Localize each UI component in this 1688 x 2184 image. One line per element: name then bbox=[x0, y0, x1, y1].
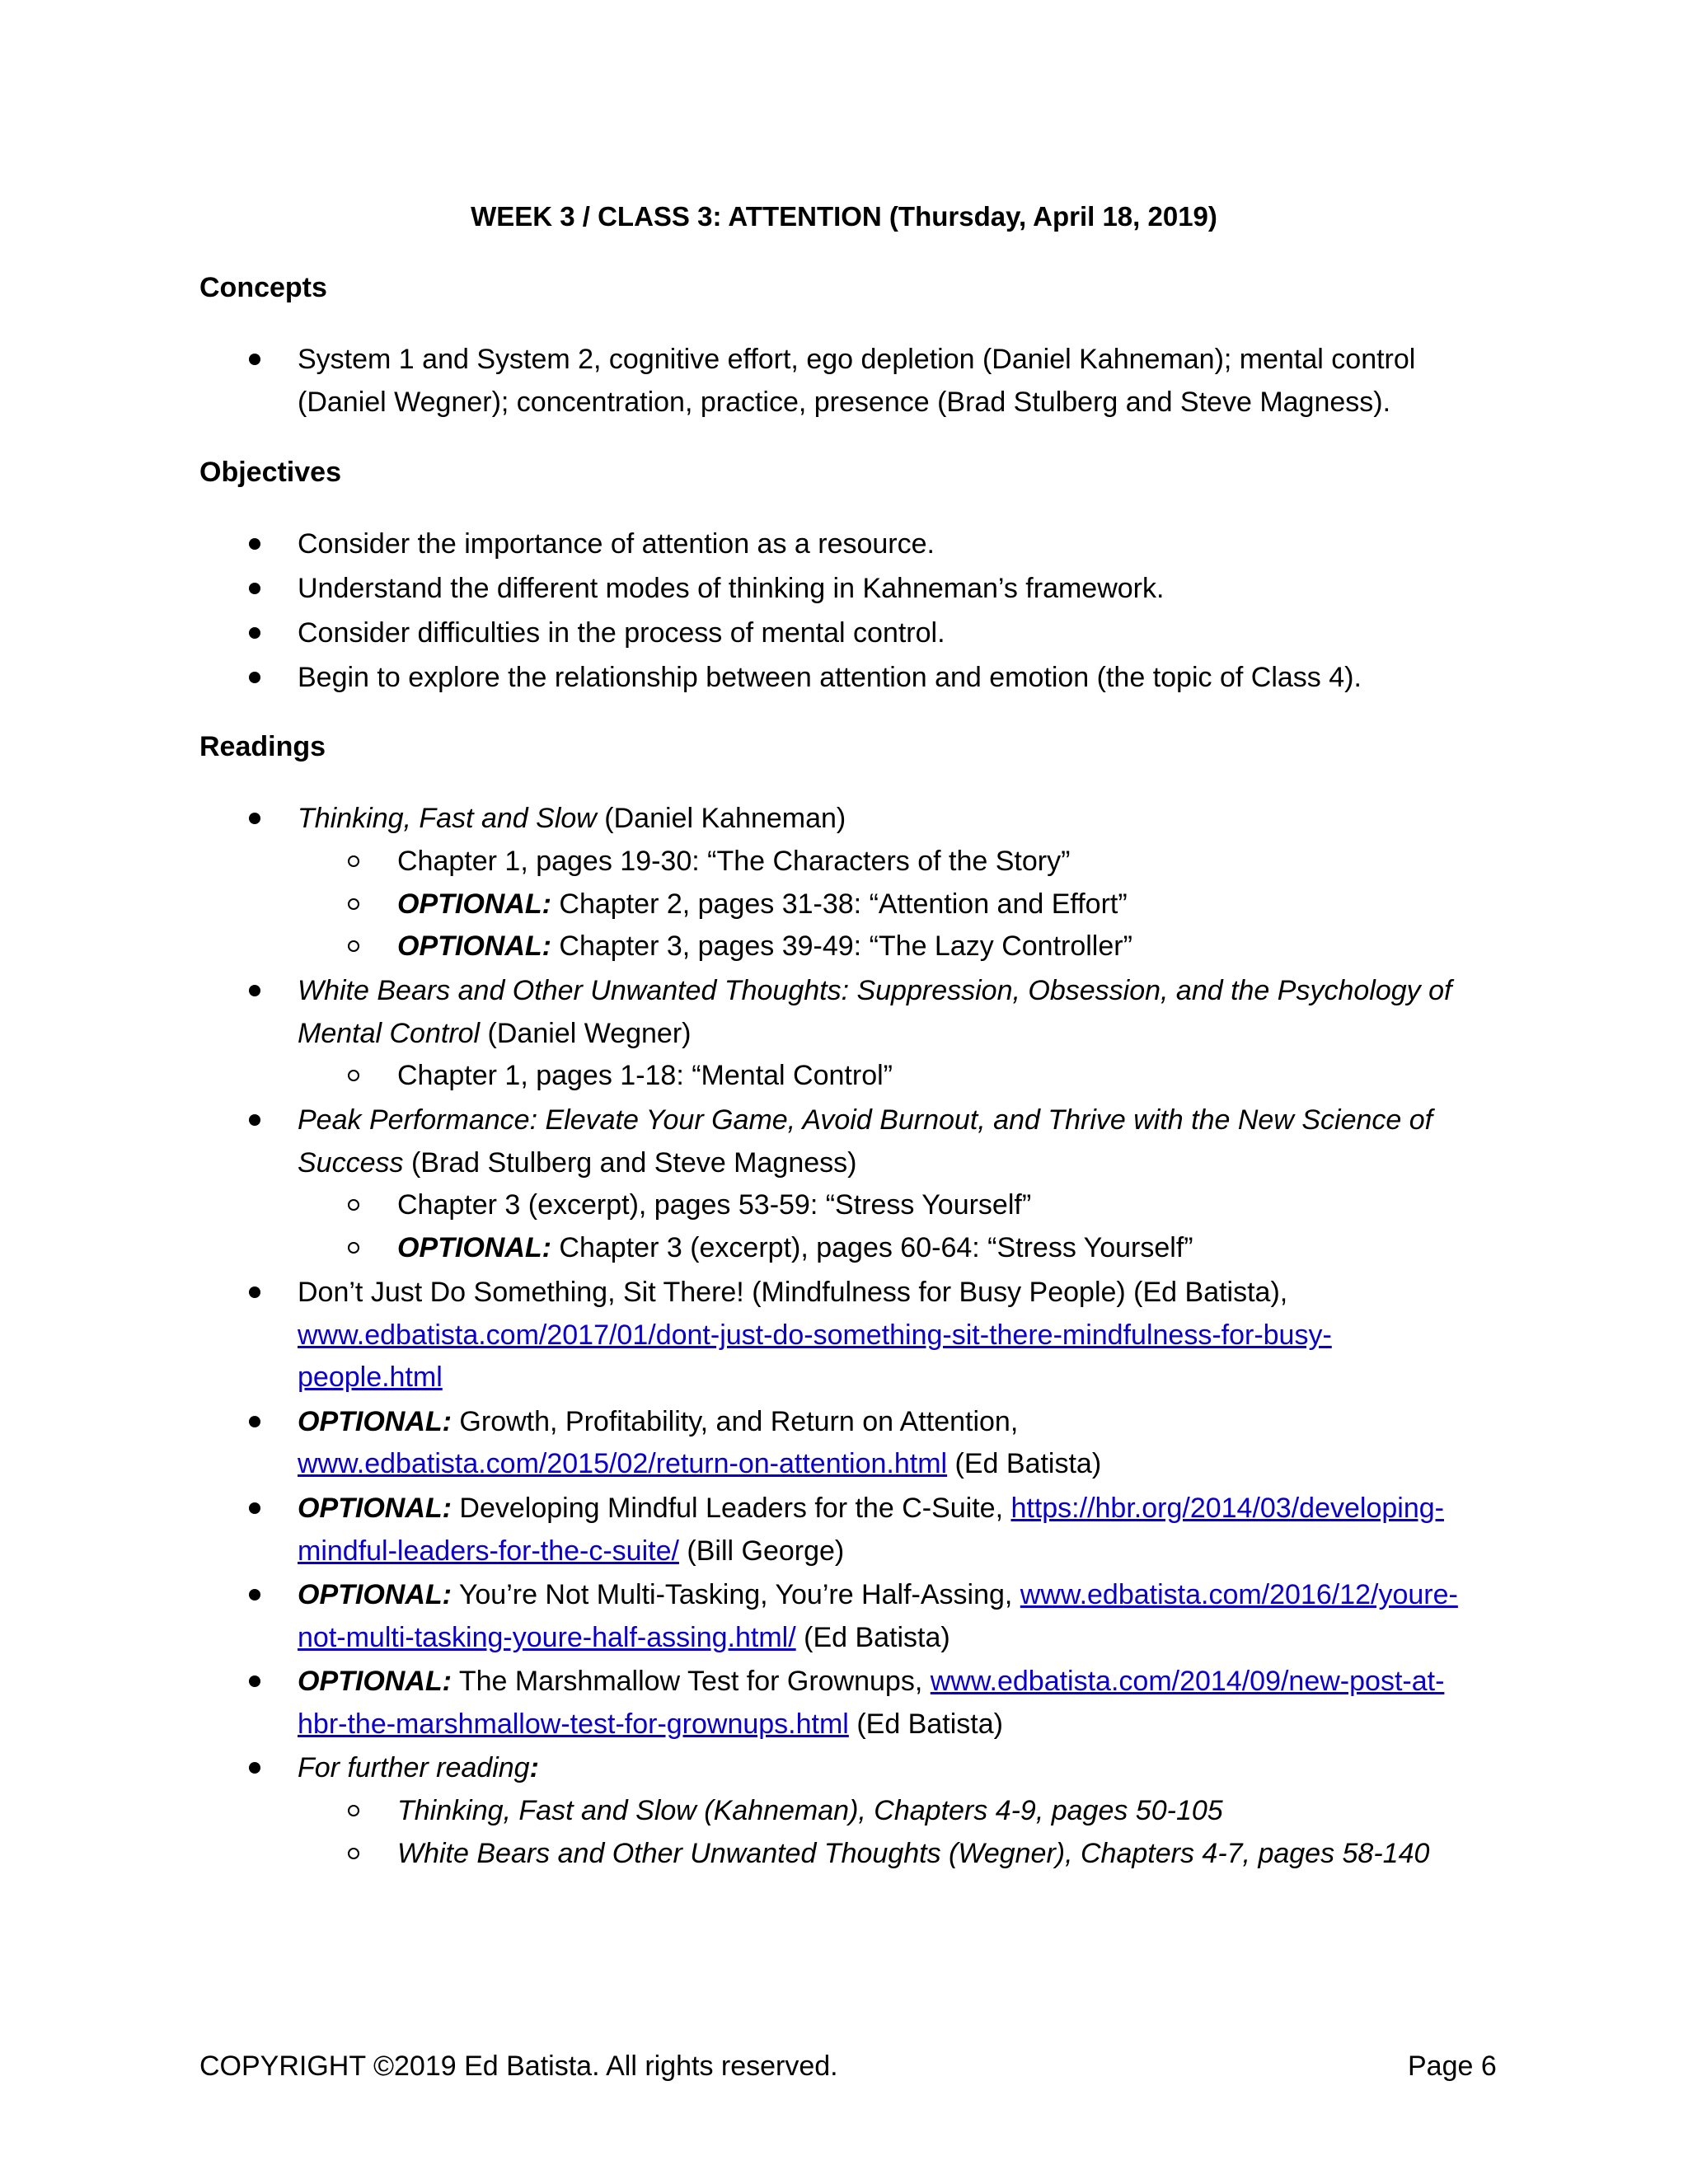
reading-item-text: The Marshmallow Test for Grownups, bbox=[451, 1666, 931, 1697]
bullet-icon bbox=[249, 583, 260, 594]
reading-item bbox=[298, 1487, 1444, 1530]
reading-link-line bbox=[298, 1616, 950, 1659]
circle-bullet-icon bbox=[348, 855, 359, 867]
optional-label: OPTIONAL: bbox=[397, 888, 551, 920]
objectives-heading: Objectives bbox=[199, 457, 341, 488]
bullet-icon bbox=[249, 672, 260, 683]
reading-link[interactable]: mindful-leaders-for-the-c-suite/ bbox=[298, 1535, 679, 1567]
bullet-icon bbox=[249, 1114, 260, 1126]
bullet-icon bbox=[249, 1416, 260, 1427]
reading-subitem: Thinking, Fast and Slow (Kahneman), Chapters 4-9, pages 50-105 bbox=[397, 1795, 1223, 1826]
optional-label: OPTIONAL: bbox=[298, 1666, 452, 1697]
reading-item bbox=[298, 1141, 856, 1184]
book-title: White Bears and Other Unwanted Thoughts: Suppression, Obsession, and the Psychology of bbox=[298, 975, 1452, 1006]
reading-link-line bbox=[298, 1314, 1332, 1357]
reading-item bbox=[298, 797, 846, 840]
concepts-item-line: System 1 and System 2, cognitive effort, ego depletion (Daniel Kahneman); mental control bbox=[298, 344, 1416, 375]
bullet-icon bbox=[249, 538, 260, 550]
footer-copyright: COPYRIGHT ©2019 Ed Batista. All rights reserved. bbox=[199, 2050, 838, 2082]
reading-link[interactable]: https://hbr.org/2014/03/developing- bbox=[1010, 1493, 1444, 1524]
reading-author: (Ed Batista) bbox=[947, 1448, 1102, 1479]
bullet-icon bbox=[249, 1286, 260, 1298]
book-author: (Daniel Kahneman) bbox=[596, 803, 846, 834]
reading-item bbox=[298, 1573, 1458, 1616]
optional-label: OPTIONAL: bbox=[397, 930, 551, 962]
concepts-heading: Concepts bbox=[199, 272, 327, 303]
objective-item: Consider difficulties in the process of mental control. bbox=[298, 617, 945, 649]
bullet-icon bbox=[249, 354, 260, 365]
book-author: (Daniel Wegner) bbox=[480, 1018, 692, 1049]
page-title: WEEK 3 / CLASS 3: ATTENTION (Thursday, April 18, 2019) bbox=[471, 201, 1217, 232]
reading-author: (Ed Batista) bbox=[795, 1622, 950, 1653]
reading-item bbox=[298, 1012, 691, 1055]
optional-label: OPTIONAL: bbox=[397, 1232, 551, 1263]
reading-item bbox=[298, 1746, 539, 1789]
readings-heading: Readings bbox=[199, 731, 326, 762]
bullet-icon bbox=[249, 985, 260, 996]
concepts-item-line: (Daniel Wegner); concentration, practice, presence (Brad Stulberg and Steve Magness). bbox=[298, 387, 1391, 418]
reading-link-line bbox=[298, 1442, 1101, 1485]
optional-label: OPTIONAL: bbox=[298, 1406, 452, 1437]
reading-subitem: Chapter 3 (excerpt), pages 53-59: “Stress Yourself” bbox=[397, 1189, 1032, 1221]
bullet-icon bbox=[249, 627, 260, 639]
reading-subitem-text: Chapter 3, pages 39-49: “The Lazy Controller” bbox=[551, 930, 1132, 962]
bullet-icon bbox=[249, 1589, 260, 1601]
circle-bullet-icon bbox=[348, 1199, 359, 1211]
reading-subitem bbox=[397, 925, 1132, 968]
book-title: Mental Control bbox=[298, 1018, 481, 1049]
bullet-icon bbox=[249, 1675, 260, 1687]
further-reading-label: For further reading bbox=[298, 1752, 530, 1783]
reading-author: (Bill George) bbox=[678, 1535, 845, 1567]
book-title: Peak Performance: Elevate Your Game, Avoid Burnout, and Thrive with the New Science of bbox=[298, 1104, 1433, 1136]
reading-subitem bbox=[397, 883, 1128, 926]
reading-link-line bbox=[298, 1703, 1003, 1746]
circle-bullet-icon bbox=[348, 1848, 359, 1859]
reading-link[interactable]: people.html bbox=[298, 1361, 443, 1393]
reading-item-text: Developing Mindful Leaders for the C-Suite, bbox=[451, 1493, 1011, 1524]
reading-link-line bbox=[298, 1530, 844, 1572]
reading-link[interactable]: hbr-the-marshmallow-test-for-grownups.html bbox=[298, 1708, 849, 1740]
optional-label: OPTIONAL: bbox=[298, 1493, 452, 1524]
reading-link[interactable]: www.edbatista.com/2017/01/dont-just-do-something-sit-there-mindfulness-for-busy- bbox=[298, 1319, 1332, 1351]
reading-subitem: White Bears and Other Unwanted Thoughts (Wegner), Chapters 4-7, pages 58-140 bbox=[397, 1838, 1430, 1869]
circle-bullet-icon bbox=[348, 940, 359, 952]
reading-item: Don’t Just Do Something, Sit There! (Mindfulness for Busy People) (Ed Batista), bbox=[298, 1277, 1288, 1308]
reading-item bbox=[298, 1400, 1018, 1443]
bullet-icon bbox=[249, 1762, 260, 1774]
reading-item-text: You’re Not Multi-Tasking, You’re Half-Assing, bbox=[451, 1579, 1020, 1610]
circle-bullet-icon bbox=[348, 898, 359, 910]
reading-item bbox=[298, 1660, 1444, 1703]
reading-link[interactable]: www.edbatista.com/2015/02/return-on-attention.html bbox=[298, 1448, 948, 1479]
reading-subitem-text: Chapter 3 (excerpt), pages 60-64: “Stress Yourself” bbox=[551, 1232, 1193, 1263]
objective-item: Consider the importance of attention as a resource. bbox=[298, 528, 935, 560]
book-author: (Brad Stulberg and Steve Magness) bbox=[403, 1147, 857, 1179]
reading-link[interactable]: www.edbatista.com/2014/09/new-post-at- bbox=[930, 1666, 1445, 1697]
bullet-icon bbox=[249, 813, 260, 824]
reading-subitem bbox=[397, 1226, 1193, 1269]
reading-subitem: Chapter 1, pages 19-30: “The Characters of the Story” bbox=[397, 846, 1071, 877]
objective-item: Begin to explore the relationship between attention and emotion (the topic of Class 4). bbox=[298, 662, 1362, 693]
reading-link[interactable]: not-multi-tasking-youre-half-assing.html/ bbox=[298, 1622, 796, 1653]
bullet-icon bbox=[249, 1502, 260, 1514]
reading-author: (Ed Batista) bbox=[848, 1708, 1003, 1740]
circle-bullet-icon bbox=[348, 1070, 359, 1081]
circle-bullet-icon bbox=[348, 1805, 359, 1816]
book-title: Success bbox=[298, 1147, 404, 1179]
reading-subitem: Chapter 1, pages 1-18: “Mental Control” bbox=[397, 1060, 893, 1091]
reading-subitem-text: Chapter 2, pages 31-38: “Attention and Effort” bbox=[551, 888, 1128, 920]
footer-page-number: Page 6 bbox=[1408, 2050, 1497, 2082]
reading-link[interactable]: www.edbatista.com/2016/12/youre- bbox=[1020, 1579, 1458, 1610]
objective-item: Understand the different modes of thinking in Kahneman’s framework. bbox=[298, 573, 1165, 604]
circle-bullet-icon bbox=[348, 1242, 359, 1254]
book-title: Thinking, Fast and Slow bbox=[298, 803, 597, 834]
further-reading-colon: : bbox=[529, 1752, 539, 1783]
reading-link-line bbox=[298, 1356, 443, 1399]
reading-item-text: Growth, Profitability, and Return on Attention, bbox=[451, 1406, 1019, 1437]
optional-label: OPTIONAL: bbox=[298, 1579, 452, 1610]
